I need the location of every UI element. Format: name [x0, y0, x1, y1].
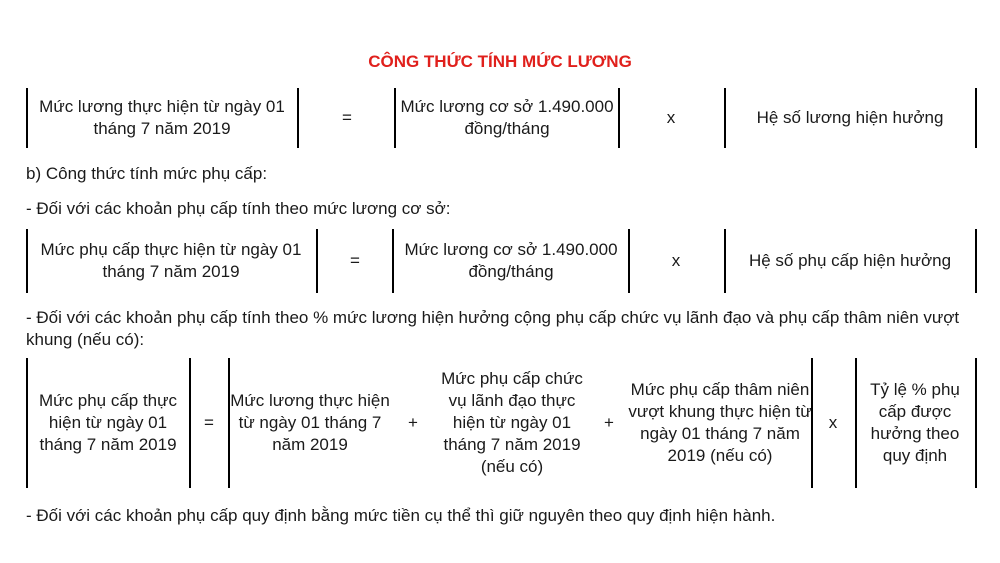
allowance-percent-left: Mức phụ cấp thực hiện từ ngày 01 tháng 7 năm 2019: [38, 391, 178, 454]
equals-sign: =: [342, 108, 352, 127]
section-b-heading: b) Công thức tính mức phụ cấp:: [26, 164, 268, 183]
allowance-percent-leadership: Mức phụ cấp chức vụ lãnh đạo thực hiện từ ngày 01 tháng 7 năm 2019 (nếu có): [441, 369, 583, 476]
divider-line: [975, 88, 977, 148]
allowance-base-heading: - Đối với các khoản phụ cấp tính theo mức lương cơ sở:: [26, 199, 451, 218]
salary-formula-coefficient: Hệ số lương hiện hưởng: [756, 108, 944, 127]
multiply-sign: x: [666, 108, 676, 127]
divider-line: [975, 358, 977, 488]
page-title: CÔNG THỨC TÍNH MỨC LƯƠNG: [368, 52, 632, 71]
plus-sign: +: [408, 413, 418, 432]
multiply-sign: x: [671, 251, 681, 270]
allowance-base-left: Mức phụ cấp thực hiện từ ngày 01 tháng 7 năm 2019: [40, 240, 302, 281]
salary-formula-base: Mức lương cơ sở 1.490.000 đồng/tháng: [400, 97, 614, 138]
fixed-amount-note: - Đối với các khoản phụ cấp quy định bằng mức tiền cụ thể thì giữ nguyên theo quy định hiện hành.: [26, 506, 776, 525]
plus-sign: +: [604, 413, 614, 432]
allowance-percent-salary: Mức lương thực hiện từ ngày 01 tháng 7 năm 2019: [230, 391, 390, 454]
allowance-percent-heading: - Đối với các khoản phụ cấp tính theo % mức lương hiện hưởng cộng phụ cấp chức vụ lãnh đạo và phụ cấp thâm niên vượt khung (nếu có):: [26, 308, 960, 349]
salary-formula-left: Mức lương thực hiện từ ngày 01 tháng 7 năm 2019: [39, 97, 285, 138]
equals-sign: =: [350, 251, 360, 270]
multiply-sign: x: [828, 413, 838, 432]
divider-line: [975, 229, 977, 293]
allowance-percent-seniority: Mức phụ cấp thâm niên vượt khung thực hiện từ ngày 01 tháng 7 năm 2019 (nếu có): [628, 380, 812, 465]
allowance-base-coefficient: Hệ số phụ cấp hiện hưởng: [748, 251, 952, 270]
allowance-base-base: Mức lương cơ sở 1.490.000 đồng/tháng: [404, 240, 618, 281]
divider-line: [297, 88, 299, 148]
allowance-percent-rate: Tỷ lệ % phụ cấp được hưởng theo quy định: [870, 380, 960, 465]
equals-sign: =: [204, 413, 214, 432]
